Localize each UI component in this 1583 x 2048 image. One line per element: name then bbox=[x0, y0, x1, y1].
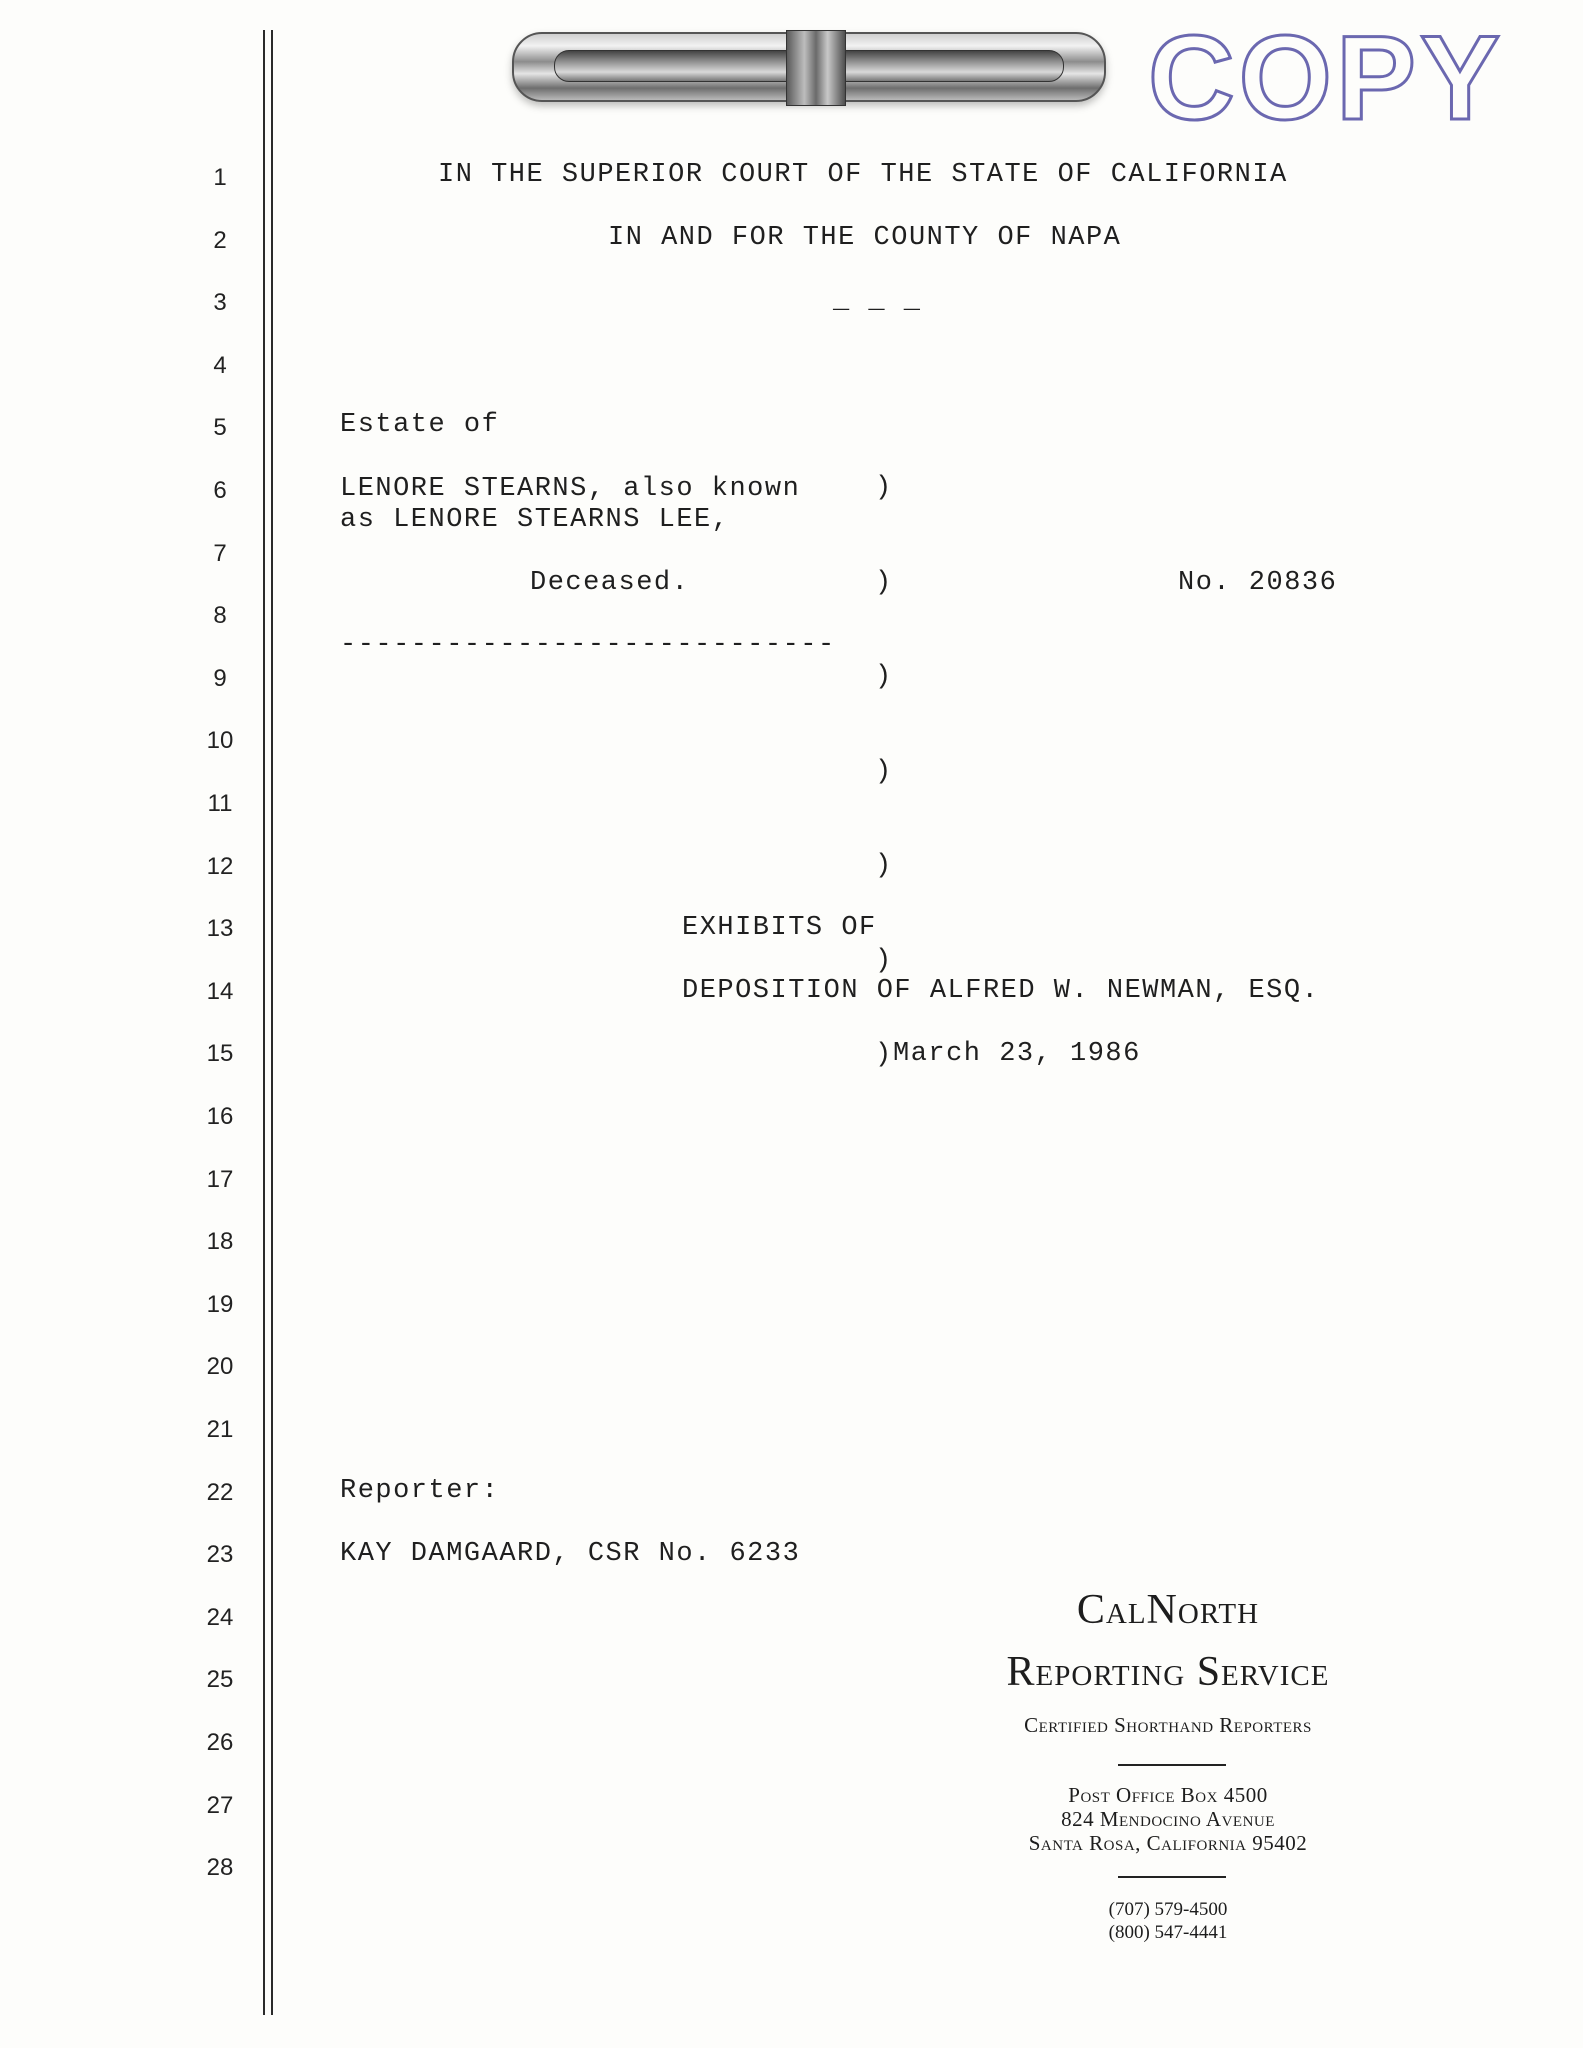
line-number: 3 bbox=[213, 289, 227, 317]
heading-separator: _ _ _ bbox=[833, 286, 922, 316]
caption-paren: ) bbox=[875, 473, 893, 503]
caption-paren: ) bbox=[875, 945, 893, 976]
line-number: 7 bbox=[213, 539, 227, 567]
company-tagline: Certified Shorthand Reporters bbox=[1024, 1713, 1312, 1737]
line-number: 14 bbox=[206, 977, 234, 1005]
line-number: 25 bbox=[206, 1666, 234, 1694]
copy-stamp: COPY bbox=[1148, 11, 1505, 145]
company-phone2: (800) 547-4441 bbox=[1108, 1922, 1228, 1943]
caption-name-line1: LENORE STEARNS, also known bbox=[340, 474, 801, 504]
caption-estate-of: Estate of bbox=[340, 410, 500, 440]
caption-paren: ) bbox=[875, 756, 893, 787]
line-number: 11 bbox=[207, 790, 233, 817]
margin-rule-left bbox=[263, 30, 265, 2015]
line-number: 15 bbox=[206, 1040, 234, 1068]
case-number: No. 20836 bbox=[1178, 568, 1338, 598]
line-number: 17 bbox=[206, 1165, 234, 1193]
company-divider-2 bbox=[1118, 1876, 1226, 1878]
line-number: 12 bbox=[206, 852, 234, 880]
line-number: 19 bbox=[206, 1290, 234, 1318]
caption-paren: ) bbox=[875, 1040, 893, 1070]
line-number: 24 bbox=[206, 1603, 234, 1631]
caption-paren: ) bbox=[875, 851, 893, 881]
caption-paren: ) bbox=[875, 662, 893, 692]
caption-deceased: Deceased. bbox=[530, 568, 690, 598]
line-number: 26 bbox=[206, 1729, 234, 1756]
reporter-label: Reporter: bbox=[340, 1476, 500, 1506]
caption-name-line2: as LENORE STEARNS LEE, bbox=[340, 505, 730, 535]
line-number: 16 bbox=[206, 1103, 234, 1130]
line-number: 9 bbox=[213, 664, 227, 692]
company-name-line2: Reporting Service bbox=[1006, 1649, 1330, 1695]
company-address-line3: Santa Rosa, California 95402 bbox=[1028, 1831, 1308, 1855]
line-number: 27 bbox=[206, 1791, 234, 1819]
company-address-line2: 824 Mendocino Avenue bbox=[1061, 1807, 1275, 1831]
line-number: 13 bbox=[206, 915, 234, 943]
line-number: 5 bbox=[213, 414, 227, 442]
court-heading-line2: IN AND FOR THE COUNTY OF NAPA bbox=[608, 223, 1122, 253]
court-heading-line1: IN THE SUPERIOR COURT OF THE STATE OF CALIFORNIA bbox=[438, 160, 1288, 190]
line-number: 21 bbox=[206, 1416, 234, 1443]
line-number: 1 bbox=[213, 164, 227, 191]
line-number: 20 bbox=[206, 1353, 234, 1381]
margin-rule-right bbox=[271, 30, 273, 2015]
title-exhibits-of: EXHIBITS OF bbox=[682, 913, 877, 943]
reporter-name: KAY DAMGAARD, CSR No. 6233 bbox=[340, 1539, 801, 1569]
line-number: 6 bbox=[213, 477, 227, 504]
caption-paren: ) bbox=[875, 567, 893, 598]
line-number: 10 bbox=[206, 727, 234, 755]
title-date: March 23, 1986 bbox=[893, 1039, 1141, 1069]
company-name-line1: CalNorth bbox=[1076, 1587, 1260, 1633]
line-number: 28 bbox=[206, 1854, 234, 1882]
company-address-line1: Post Office Box 4500 bbox=[1068, 1783, 1268, 1807]
title-deposition: DEPOSITION OF ALFRED W. NEWMAN, ESQ. bbox=[682, 976, 1320, 1006]
company-phone1: (707) 579-4500 bbox=[1108, 1899, 1228, 1920]
line-number: 4 bbox=[213, 351, 227, 379]
binder-clip-band bbox=[786, 30, 846, 106]
line-number: 18 bbox=[206, 1228, 234, 1256]
company-divider-1 bbox=[1118, 1764, 1226, 1766]
line-number: 22 bbox=[206, 1478, 234, 1506]
line-number: 23 bbox=[206, 1541, 234, 1569]
caption-underline: ---------------------------- bbox=[340, 630, 836, 660]
line-number: 2 bbox=[213, 226, 227, 254]
line-number: 8 bbox=[213, 602, 227, 630]
binder-clip bbox=[512, 32, 1106, 102]
